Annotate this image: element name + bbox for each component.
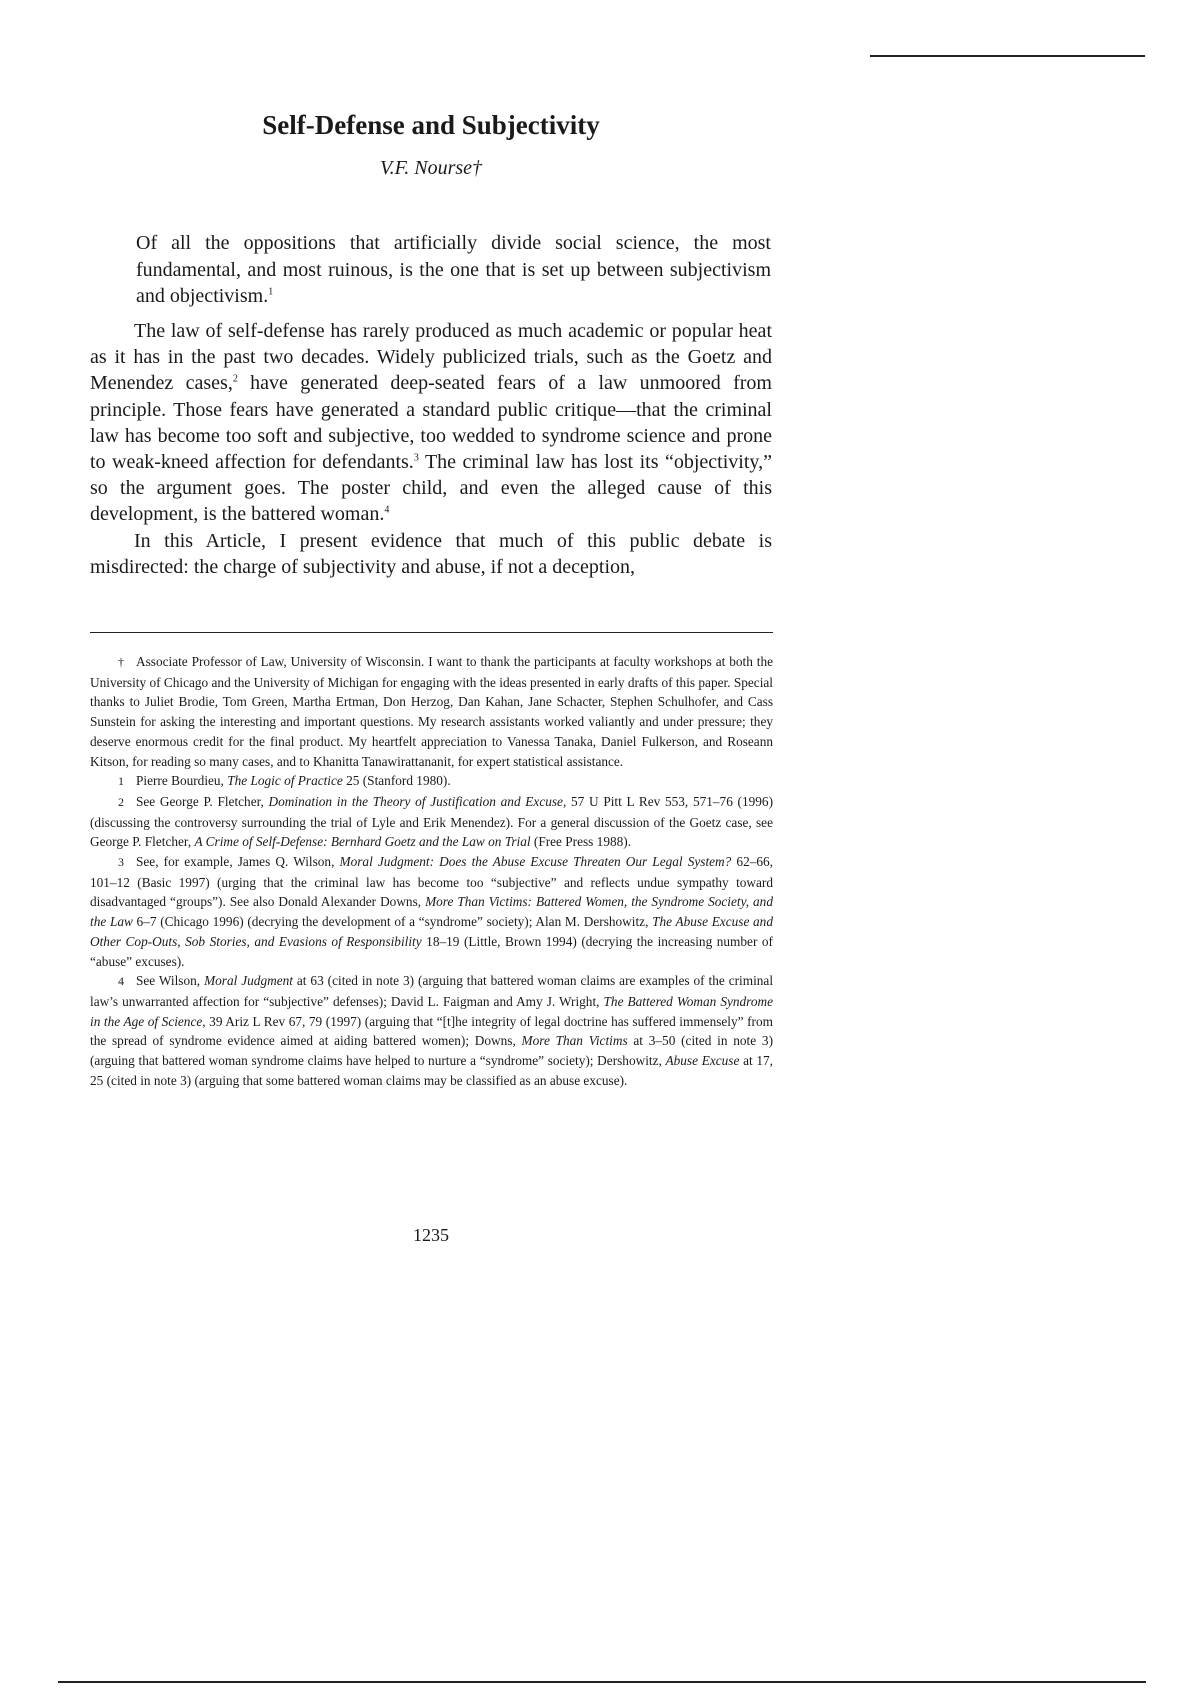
citation-title: Moral Judgment <box>204 973 293 989</box>
footnote-ref: 4 <box>384 504 390 516</box>
author-line <box>90 157 772 180</box>
citation-title: The Battered Woman Syndrome in the Age of Science <box>90 993 773 1029</box>
footnote-dagger <box>90 652 773 771</box>
body-paragraph: In this Article, I present evidence that much of this public debate is misdirected: the charge of subjectivity and abuse, if not a deception, <box>90 529 772 578</box>
citation-title: A Crime of Self-Defense: Bernhard Goetz and the Law on Trial <box>194 834 531 850</box>
footnote-ref: 3 <box>413 452 419 464</box>
footnote-text: Pierre Bourdieu, <box>136 773 228 789</box>
citation-title: More Than Victims <box>521 1033 628 1049</box>
citation-title: Domination in the Theory of Justification and Excuse <box>268 793 563 809</box>
footnote-text: 25 (Stanford 1980). <box>342 773 451 789</box>
citation-title: Moral Judgment: Does the Abuse Excuse Threaten Our Legal System? <box>339 854 732 870</box>
footnote-3 <box>90 852 773 971</box>
footnote-mark: 2 <box>118 794 124 809</box>
footnote-mark: 4 <box>118 974 124 989</box>
footnotes <box>90 652 773 1090</box>
footnote-mark: † <box>118 655 124 669</box>
footnote-text: See, for example, James Q. Wilson, <box>136 854 340 870</box>
body-text-segment: have generated deep-seated fears of a law unmoored from principle. Those fears have generated a standard public critique—that the criminal law has become too soft and subjective, too wedded to syndrome science and prone to weak-kneed affection for defendants. <box>90 372 772 474</box>
citation-title: The Abuse Excuse and Other Cop-Outs, Sob Stories, and Evasions of Responsibility <box>90 914 773 949</box>
body-text-segment: The criminal law has lost its “objectivity,” so the argument goes. The poster child, and even the alleged cause of this development, is the battered woman. <box>90 451 772 526</box>
footnote-text: See Wilson, <box>136 973 205 989</box>
footnote-text: at 63 (cited in note 3) (arguing that battered woman claims are examples of the criminal law’s unwarranted affection for “subjective” defenses); David L. Faigman and Amy J. Wright, <box>90 973 774 1009</box>
footnote-text: Associate Professor of Law, University of Wisconsin. I want to thank the participants at faculty workshops at both the University of Chicago and the University of Michigan for engaging with the ideas presented in early drafts of this paper. Special thanks to Juliet Brodie, Tom Green, Martha Ertman, Don Herzog, Dan Kahan, Jane Schacter, Stephen Schulhofer, and Cass Sunstein for asking the interesting and important questions. My research assistants worked valiantly and under pressure; they deserve enormous credit for the final product. My heartfelt appreciation to Vanessa Tanaka, Daniel Fulkerson, and Roseann Kitson, for reading so many cases, and to Khanitta Tanawirattananit, for expert statistical assistance. <box>90 654 773 769</box>
footnote-text: See George P. Fletcher, <box>136 793 269 809</box>
footnote-text: , 57 U Pitt L Rev 553, 571–76 (1996) (discussing the controversy surrounding the trial of Lyle and Erik Menendez). For a general discussion of the Goetz case, see George P. Fletcher, <box>90 793 774 850</box>
footnote-ref: 2 <box>232 373 238 385</box>
footnote-2 <box>90 792 773 852</box>
footnote-mark: 3 <box>118 855 124 870</box>
footnote-text: at 3–50 (cited in note 3) (arguing that battered woman syndrome claims have helped to nurture a “syndrome” society); Dershowitz, <box>90 1033 773 1069</box>
body-paragraph <box>90 318 772 528</box>
body-text-segment: The law of self-defense has rarely produced as much academic or popular heat as it has in the past two decades. Widely publicized trials, such as the Goetz and Menendez cases, <box>90 320 772 395</box>
epigraph <box>136 230 771 310</box>
epigraph-text: Of all the oppositions that artificially divide social science, the most fundamental, and most ruinous, is the one that is set up between subjectivism and objectivism. <box>136 232 771 307</box>
footnote-divider <box>90 632 773 633</box>
footnote-text: 6–7 (Chicago 1996) (decrying the development of a “syndrome” society); Alan M. Dershowitz, <box>132 914 653 930</box>
article-title: Self-Defense and Subjectivity <box>262 110 600 140</box>
citation-title: More Than Victims: Battered Women, the Syndrome Society, and the Law <box>90 894 773 930</box>
footnote-text: (Free Press 1988). <box>530 834 632 850</box>
footnote-text: 18–19 (Little, Brown 1994) (decrying the increasing number of “abuse” excuses). <box>90 933 773 969</box>
citation-title: Abuse Excuse <box>665 1053 740 1069</box>
footer-rule <box>58 1681 1146 1683</box>
page-number: 1235 <box>413 1225 449 1245</box>
footnote-4 <box>90 971 773 1090</box>
citation-title: The Logic of Practice <box>227 773 343 789</box>
footnote-1 <box>90 771 773 792</box>
footnote-text: , 39 Ariz L Rev 67, 79 (1997) (arguing that “[t]he integrity of legal doctrine has suffered immensely” from the spread of syndrome evidence aimed at aiding battered women); Downs, <box>90 1013 773 1049</box>
footnote-mark: 1 <box>118 774 124 789</box>
epigraph-note-ref: 1 <box>268 286 274 298</box>
article-body <box>90 318 772 580</box>
author-footnote-mark: † <box>472 157 483 179</box>
author-name: V.F. Nourse <box>379 157 473 179</box>
header-rule <box>870 55 1145 57</box>
footnote-text: 62–66, 101–12 (Basic 1997) (urging that the criminal law has become too “subjective” and reflects undue sympathy toward disadvantaged “groups”). See also Donald Alexander Downs, <box>90 854 773 910</box>
footnote-text: at 17, 25 (cited in note 3) (arguing that some battered woman claims may be classified as an abuse excuse). <box>90 1053 773 1088</box>
